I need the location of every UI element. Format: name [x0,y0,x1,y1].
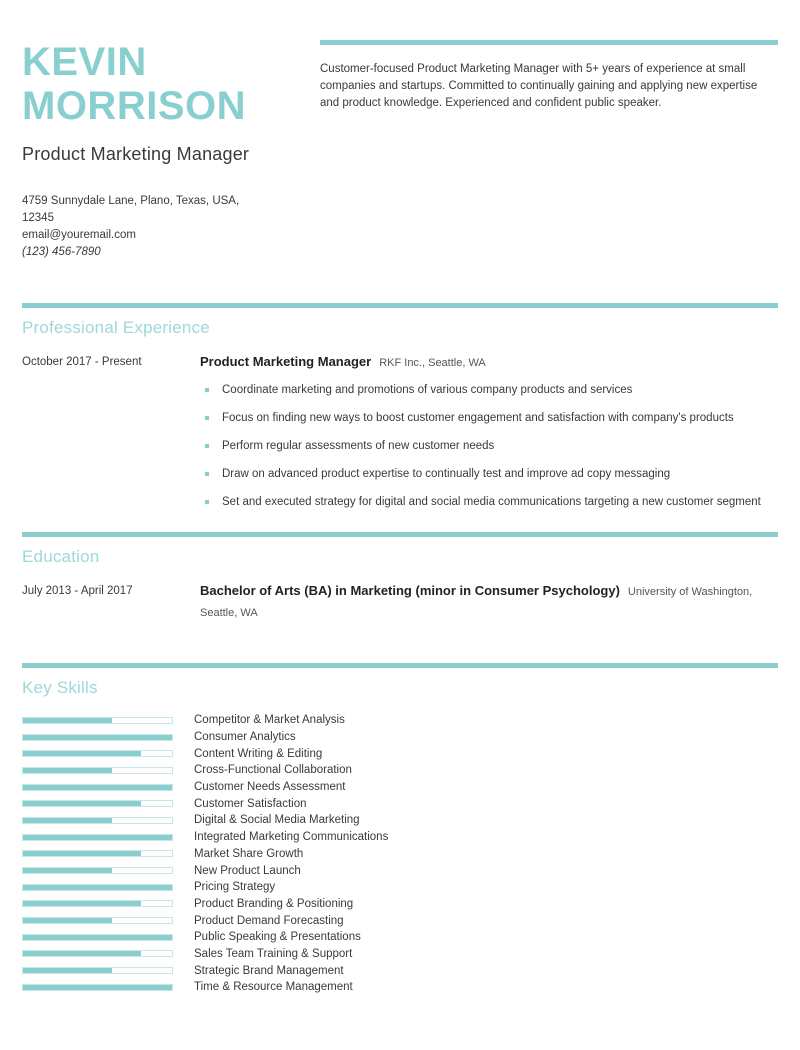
skill-level-fill [23,951,141,956]
skill-level-bar [22,934,173,941]
experience-entry-body [200,352,778,510]
skill-label: Product Branding & Positioning [194,897,354,910]
skill-level-fill [23,918,112,923]
experience-entry-date: October 2017 - Present [22,356,142,368]
skill-level-bar [22,917,173,924]
experience-entry-heading [200,352,778,373]
header-identity-block [22,40,310,261]
skill-level-fill [23,735,172,740]
education-entry-body [200,581,778,623]
skill-row [22,762,778,779]
skill-level-fill [23,851,141,856]
experience-role: Product Marketing Manager [200,354,372,369]
bullet-text: Draw on advanced product expertise to continually test and improve ad copy messaging [222,468,671,480]
summary-block [310,40,778,112]
bullet-square-icon [205,416,209,420]
skill-level-fill [23,985,172,990]
skill-row [22,729,778,746]
last-name: MORRISON [22,84,246,128]
contact-block [22,193,310,261]
education-entry-heading [200,581,778,623]
skill-label: Digital & Social Media Marketing [194,814,360,827]
skill-label: Public Speaking & Presentations [194,931,361,944]
list-item [200,494,778,510]
section-title-experience: Professional Experience [22,318,210,337]
skill-label: Pricing Strategy [194,881,276,894]
skill-level-fill [23,968,112,973]
skill-row [22,846,778,863]
skill-row [22,712,778,729]
contact-email[interactable]: email@youremail.com [22,229,136,241]
skill-level-fill [23,835,172,840]
section-professional-experience [22,303,778,510]
skill-label: Customer Needs Assessment [194,781,346,794]
resume-header [22,0,778,261]
candidate-job-title: Product Marketing Manager [22,144,250,164]
bullet-square-icon [205,472,209,476]
skill-level-bar [22,800,173,807]
skill-level-bar [22,750,173,757]
section-divider-rule [22,532,778,537]
education-entry-date: July 2013 - April 2017 [22,585,133,597]
skill-row [22,745,778,762]
skill-level-fill [23,868,112,873]
education-school: University of Washington, Seattle, WA [200,586,753,619]
education-degree: Bachelor of Arts (BA) in Marketing (minor in Consumer Psychology) [200,583,620,598]
skill-label: Consumer Analytics [194,731,296,744]
skill-label: Time & Resource Management [194,981,353,994]
section-key-skills [22,663,778,996]
skill-row [22,979,778,996]
skill-level-fill [23,785,172,790]
skill-label: Strategic Brand Management [194,964,344,977]
contact-address-line-2: 12345 [22,212,54,224]
summary-divider-rule [320,40,778,45]
skill-level-fill [23,818,112,823]
skill-level-bar [22,817,173,824]
skill-row [22,962,778,979]
candidate-name [22,40,310,128]
skill-label: New Product Launch [194,864,301,877]
skill-level-fill [23,751,141,756]
skill-level-bar [22,967,173,974]
skill-level-fill [23,901,141,906]
skill-level-fill [23,885,172,890]
skill-row [22,862,778,879]
section-title-education: Education [22,547,100,566]
first-name: KEVIN [22,40,147,84]
skill-label: Cross-Functional Collaboration [194,764,352,777]
skill-row [22,812,778,829]
list-item [200,410,778,426]
list-item [200,438,778,454]
skill-label: Market Share Growth [194,847,304,860]
section-title-skills: Key Skills [22,678,98,697]
skills-list [22,712,778,996]
skill-level-fill [23,935,172,940]
skill-row [22,795,778,812]
bullet-square-icon [205,500,209,504]
bullet-text: Coordinate marketing and promotions of various company products and services [222,384,633,396]
skill-label: Content Writing & Editing [194,747,323,760]
skill-level-fill [23,718,112,723]
skill-level-bar [22,900,173,907]
skill-label: Customer Satisfaction [194,797,307,810]
skill-level-fill [23,768,112,773]
experience-entry [22,352,778,510]
experience-organization: RKF Inc., Seattle, WA [379,357,486,369]
skill-row [22,896,778,913]
skill-level-bar [22,867,173,874]
bullet-text: Focus on finding new ways to boost customer engagement and satisfaction with company's products [222,412,734,424]
skill-row [22,779,778,796]
skill-level-bar [22,984,173,991]
professional-summary: Customer-focused Product Marketing Manager with 5+ years of experience at small companies and startups. Committed to continually gaining and applying new expertise and product knowledge. Experienced and confident public speaker. [320,63,758,109]
contact-address-line-1: 4759 Sunnydale Lane, Plano, Texas, USA, [22,195,240,207]
skill-level-bar [22,884,173,891]
skill-level-bar [22,784,173,791]
skill-level-fill [23,801,141,806]
skill-row [22,879,778,896]
contact-phone[interactable]: (123) 456-7890 [22,246,101,258]
skill-level-bar [22,717,173,724]
skill-level-bar [22,834,173,841]
bullet-text: Set and executed strategy for digital and social media communications targeting a new customer segment [222,496,761,508]
skill-level-bar [22,767,173,774]
list-item [200,466,778,482]
skill-row [22,829,778,846]
skill-label: Integrated Marketing Communications [194,831,389,844]
list-item [200,382,778,398]
section-divider-rule [22,663,778,668]
experience-bullet-list [200,382,778,510]
skill-label: Competitor & Market Analysis [194,714,345,727]
skill-level-bar [22,850,173,857]
bullet-square-icon [205,444,209,448]
bullet-square-icon [205,388,209,392]
section-education [22,532,778,623]
section-divider-rule [22,303,778,308]
skill-label: Product Demand Forecasting [194,914,344,927]
skill-row [22,929,778,946]
skill-label: Sales Team Training & Support [194,947,353,960]
skill-row [22,946,778,963]
skill-level-bar [22,950,173,957]
skill-row [22,912,778,929]
skill-level-bar [22,734,173,741]
education-entry [22,581,778,623]
bullet-text: Perform regular assessments of new customer needs [222,440,495,452]
